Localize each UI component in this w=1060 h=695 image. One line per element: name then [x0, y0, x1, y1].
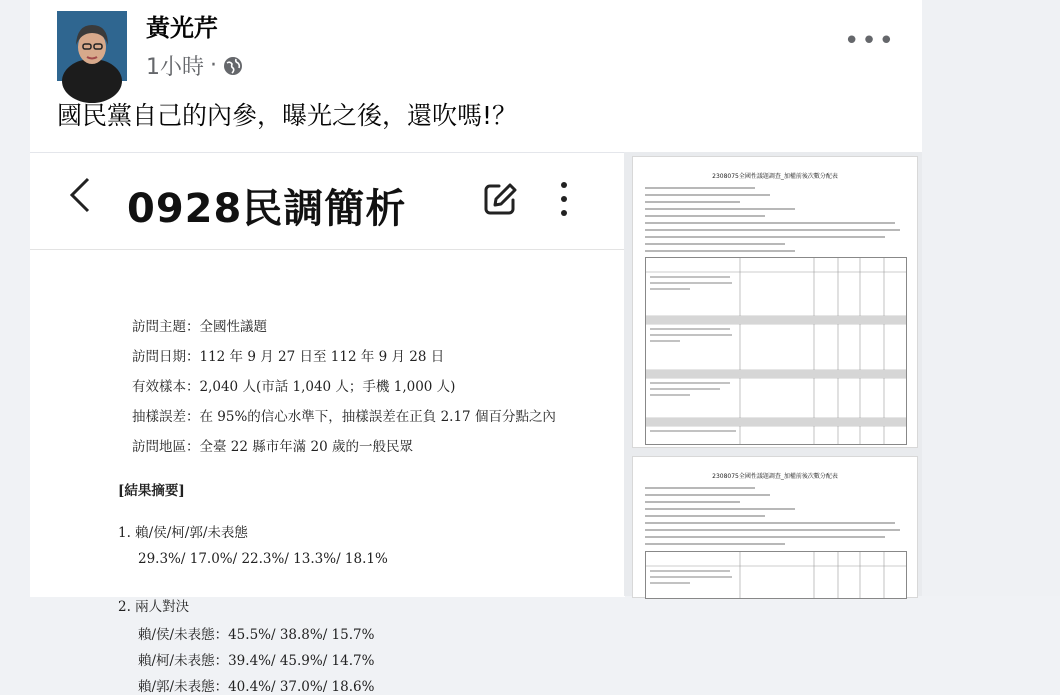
report-screenshots[interactable] — [624, 152, 922, 596]
post-time[interactable]: 1小時 — [146, 55, 204, 80]
kebab-menu-icon[interactable] — [556, 177, 572, 221]
report-page-title: 2308075全國性議題調查_加權前後次數分配表 — [712, 473, 838, 480]
doc-line: 訪問主題：全國性議題 — [132, 319, 267, 335]
doc-line: 賴/侯/未表態：45.5%/ 38.8%/ 15.7% — [138, 627, 375, 643]
post-text: 國民黨自己的內參，曝光之後，還吹嗎!？ — [57, 101, 518, 130]
report-page-1 — [632, 156, 918, 448]
doc-line: 賴/郭/未表態：40.4%/ 37.0%/ 18.6% — [138, 679, 375, 695]
report-table — [645, 257, 907, 445]
right-background — [922, 0, 1060, 596]
doc-line: 抽樣誤差：在 95%的信心水準下，抽樣誤差在正負 2.17 個百分點之內 — [132, 409, 556, 425]
more-options-button[interactable]: ••• — [844, 26, 897, 56]
doc-line: 2. 兩人對決 — [118, 599, 190, 615]
doc-line: 賴/柯/未表態：39.4%/ 45.9%/ 14.7% — [138, 653, 375, 669]
document-screenshot[interactable] — [30, 152, 625, 695]
doc-line: 訪問地區：全臺 22 縣市年滿 20 歲的一般民眾 — [132, 439, 414, 455]
report-table — [645, 551, 907, 599]
meta-separator: · — [210, 53, 217, 78]
document-title: 0928民調簡析 — [127, 186, 407, 232]
doc-section-heading: [結果摘要] — [118, 483, 185, 499]
report-page-2 — [632, 456, 918, 598]
doc-line: 1. 賴/侯/柯/郭/未表態 — [118, 525, 248, 541]
avatar[interactable] — [57, 11, 127, 81]
report-page-title: 2308075全國性議題調查_加權前後次數分配表 — [712, 173, 838, 180]
globe-icon — [223, 56, 243, 76]
author-name[interactable]: 黃光芹 — [146, 14, 218, 42]
back-arrow-icon[interactable] — [68, 175, 92, 225]
post-card — [30, 0, 923, 695]
doc-line: 有效樣本：2,040 人(市話 1,040 人；手機 1,000 人) — [132, 379, 456, 395]
document-app-bar — [30, 153, 625, 250]
edit-icon[interactable] — [482, 181, 518, 217]
doc-line: 訪問日期：112 年 9 月 27 日至 112 年 9 月 28 日 — [132, 349, 445, 365]
post-meta — [146, 50, 243, 81]
doc-line: 29.3%/ 17.0%/ 22.3%/ 13.3%/ 18.1% — [138, 551, 388, 567]
